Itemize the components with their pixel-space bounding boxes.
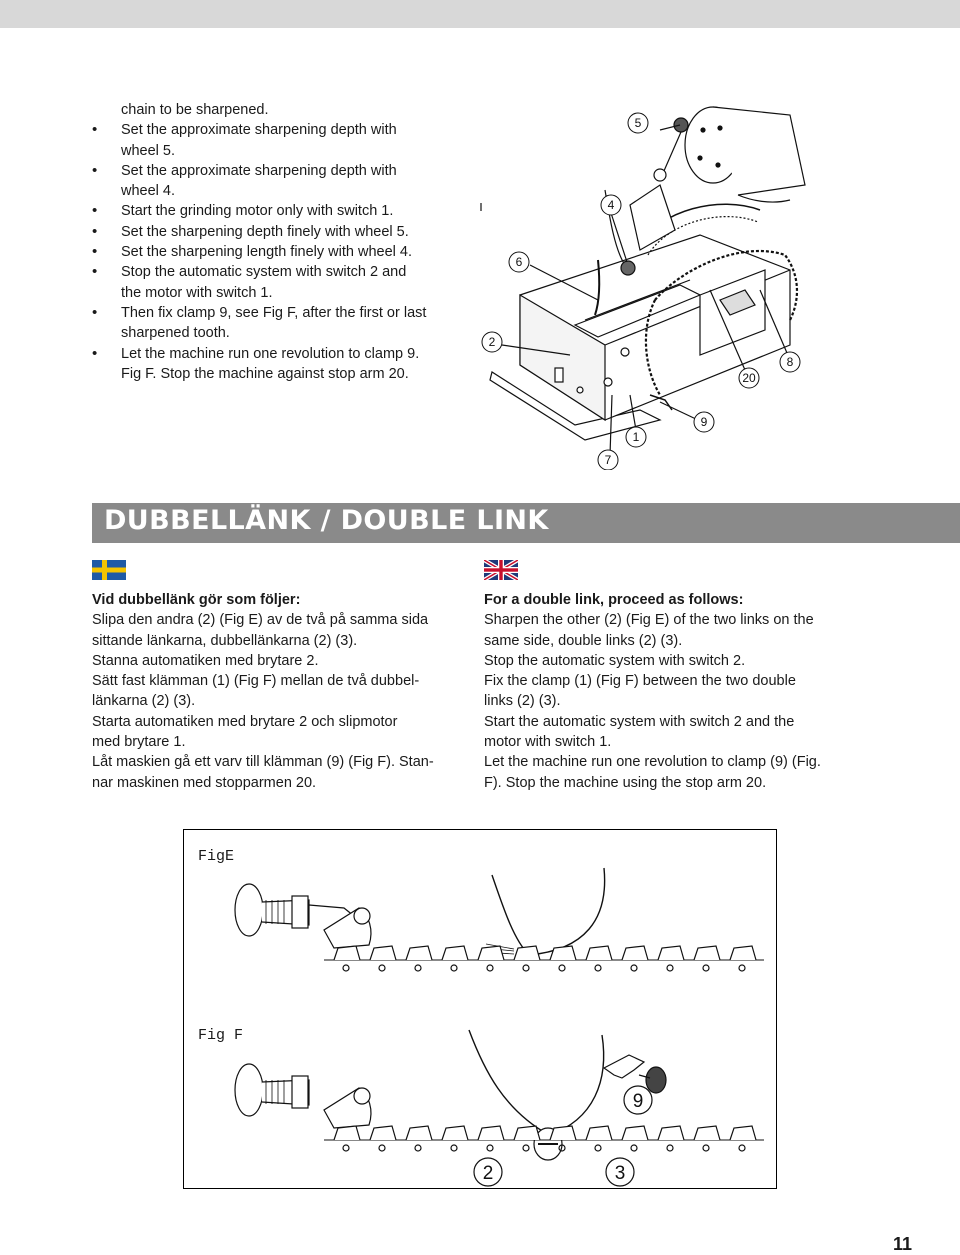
section-banner xyxy=(92,503,960,543)
instruction-bullet: • Set the approximate sharpening depth with xyxy=(92,120,462,140)
swedish-line: nar maskinen med stopparmen 20. xyxy=(92,774,317,791)
instruction-bullet: • Start the grinding motor only with switch 1. xyxy=(92,201,462,221)
fig-f-callout-2: 2 xyxy=(482,1163,494,1184)
chain-rivet xyxy=(703,1145,709,1151)
swedish-line: länkarna (2) (3). xyxy=(92,693,196,710)
chain-rivet xyxy=(379,1145,385,1151)
chain-tooth xyxy=(694,1126,720,1140)
english-line: F). Stop the machine using the stop arm 20. xyxy=(484,774,767,791)
chain-rivet xyxy=(739,965,745,971)
chain-tooth xyxy=(586,946,612,960)
section-title: DUBBELLÄNK / DOUBLE LINK xyxy=(104,505,549,536)
chain-rivet xyxy=(415,1145,421,1151)
chain-rivet xyxy=(595,1145,601,1151)
swedish-heading: Vid dubbellänk gör som följer: xyxy=(92,592,301,608)
chain-rivet xyxy=(415,965,421,971)
chain-rivet xyxy=(487,965,493,971)
chain-tooth xyxy=(730,1126,756,1140)
chain-tooth xyxy=(442,1126,468,1140)
fig-f-callout-3: 3 xyxy=(614,1163,626,1184)
english-column xyxy=(484,590,854,793)
chain-rivet xyxy=(523,1145,529,1151)
instruction-bullet: • Set the sharpening depth finely with wheel 5. xyxy=(92,222,462,242)
instruction-line: chain to be sharpened. xyxy=(121,102,269,118)
chain-tooth xyxy=(622,946,648,960)
chain-tooth xyxy=(406,946,432,960)
instruction-bullet: • Set the sharpening length finely with wheel 4. xyxy=(92,242,462,262)
chain-tooth xyxy=(658,1126,684,1140)
page-number: 11 xyxy=(893,1234,913,1254)
swedish-line: Sätt fast klämman (1) (Fig F) mellan de två dubbel- xyxy=(92,673,420,690)
callout-2: 2 xyxy=(488,335,496,349)
chain-rivet xyxy=(343,965,349,971)
chain-rivet xyxy=(667,1145,673,1151)
swedish-column xyxy=(92,590,462,793)
instruction-bullet: • Set the approximate sharpening depth with xyxy=(92,161,462,181)
chain-rivet xyxy=(739,1145,745,1151)
chain-tooth xyxy=(730,946,756,960)
chain-rivet xyxy=(559,965,565,971)
english-line: Stop the automatic system with switch 2. xyxy=(484,652,746,669)
swedish-line: sittande länkarna, dubbellänkarna (2) (3). xyxy=(92,632,358,649)
chain-tooth xyxy=(370,946,396,960)
chain-tooth xyxy=(370,1126,396,1140)
swedish-line: Låt maskien gå ett varv till klämman (9) (Fig F). Stan- xyxy=(92,754,434,771)
fig-f-callout-9: 9 xyxy=(632,1091,644,1112)
instruction-bullet: • Then fix clamp 9, see Fig F, after the first or last xyxy=(92,303,462,323)
swedish-line: Stanna automatiken med brytare 2. xyxy=(92,652,319,669)
chain-tooth xyxy=(442,946,468,960)
chain-rivet xyxy=(451,965,457,971)
instruction-line: the motor with switch 1. xyxy=(121,284,273,301)
chain-rivet xyxy=(631,1145,637,1151)
chain-rivet xyxy=(703,965,709,971)
callout-20: 20 xyxy=(742,371,756,385)
swedish-line: Starta automatiken med brytare 2 och slipmotor xyxy=(92,713,398,730)
uk-flag-icon xyxy=(484,560,518,580)
chain-tooth xyxy=(514,946,540,960)
fig-e-label: FigE xyxy=(198,848,235,865)
chain-tooth xyxy=(550,946,576,960)
callout-7: 7 xyxy=(604,453,612,467)
chain-tooth xyxy=(478,1126,504,1140)
chain-rivet xyxy=(451,1145,457,1151)
instruction-line: wheel 5. xyxy=(121,142,176,159)
fig-e-knob xyxy=(235,884,263,936)
chain-tooth xyxy=(514,1126,540,1140)
chain-rivet xyxy=(343,1145,349,1151)
callout-5: 5 xyxy=(634,116,642,130)
chain-figures xyxy=(184,830,776,1188)
instruction-line: sharpened tooth. xyxy=(121,325,230,342)
callout-9: 9 xyxy=(700,415,708,429)
chain-tooth xyxy=(334,946,360,960)
instruction-line: wheel 4. xyxy=(121,183,176,200)
english-line: Fix the clamp (1) (Fig F) between the two double xyxy=(484,673,796,690)
english-line: Let the machine run one revolution to clamp (9) (Fig. xyxy=(484,754,821,771)
callout-6: 6 xyxy=(515,255,523,269)
chain-rivet xyxy=(523,965,529,971)
chain-tooth xyxy=(406,1126,432,1140)
chain-rivet xyxy=(487,1145,493,1151)
chain-tooth xyxy=(550,1126,576,1140)
fig-f-knob xyxy=(235,1064,263,1116)
english-line: Sharpen the other (2) (Fig E) of the two links on the xyxy=(484,612,814,629)
swedish-line: med brytare 1. xyxy=(92,734,186,751)
chain-rivet xyxy=(631,965,637,971)
fig-e-chain xyxy=(334,946,756,971)
chain-rivet xyxy=(379,965,385,971)
chain-tooth xyxy=(586,1126,612,1140)
chain-rivet xyxy=(595,965,601,971)
chain-rivet xyxy=(667,965,673,971)
chain-tooth xyxy=(622,1126,648,1140)
english-line: same side, double links (2) (3). xyxy=(484,632,683,649)
chain-tooth xyxy=(694,946,720,960)
instruction-bullet: • Let the machine run one revolution to clamp 9. xyxy=(92,344,462,364)
chain-tooth xyxy=(478,946,504,960)
sharpening-machine-illustration xyxy=(470,100,810,470)
callout-4: 4 xyxy=(607,198,615,212)
swedish-line: Slipa den andra (2) (Fig E) av de två på samma sida xyxy=(92,612,429,629)
english-line: Start the automatic system with switch 2 and the xyxy=(484,713,795,730)
instruction-bullet: • Stop the automatic system with switch 2 and xyxy=(92,262,462,282)
instruction-list xyxy=(92,100,462,384)
instruction-line: Fig F. Stop the machine against stop arm 20. xyxy=(121,365,409,382)
chain-tooth xyxy=(658,946,684,960)
callout-1: 1 xyxy=(632,430,640,444)
english-line: motor with switch 1. xyxy=(484,734,612,751)
chain-tooth xyxy=(334,1126,360,1140)
header-bar xyxy=(0,0,960,28)
callout-8: 8 xyxy=(786,355,794,369)
english-heading: For a double link, proceed as follows: xyxy=(484,592,744,608)
figure-box xyxy=(183,829,777,1189)
english-line: links (2) (3). xyxy=(484,693,561,710)
fig-f-label: Fig F xyxy=(198,1027,244,1044)
swedish-flag-icon xyxy=(92,560,126,580)
